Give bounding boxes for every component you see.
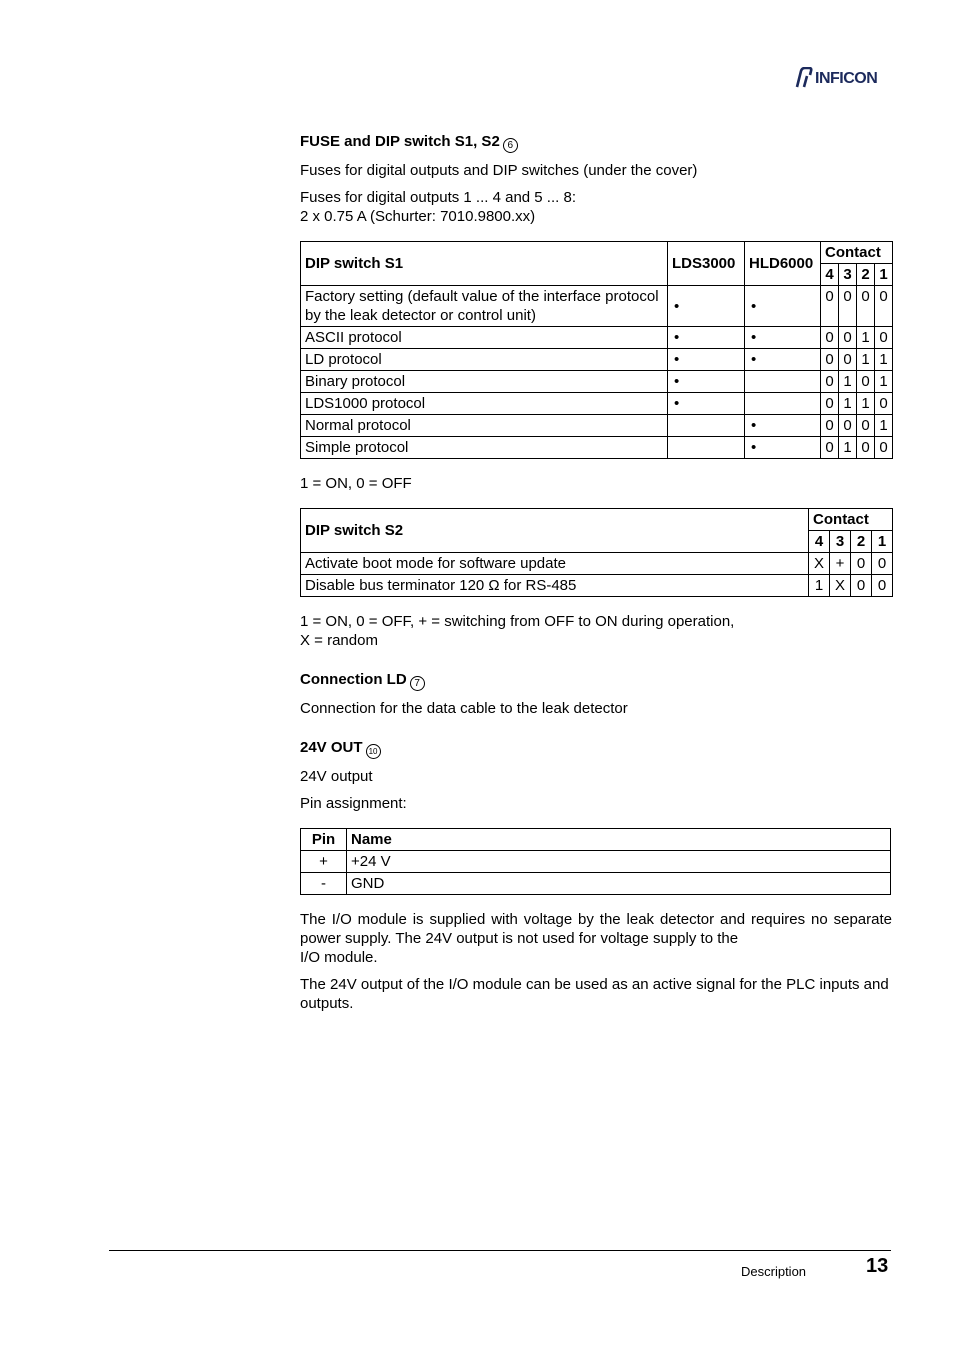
s1-contact-1: 1: [875, 264, 893, 286]
connection-ld-heading-text: Connection LD: [300, 671, 407, 688]
table-row: [301, 851, 891, 873]
s1-contact-value: 0: [875, 327, 893, 349]
out24-heading-text: 24V OUT: [300, 739, 363, 756]
table-row: [301, 327, 893, 349]
callout-marker: 7: [410, 676, 425, 691]
s2-row-label: Disable bus terminator 120 Ω for RS-485: [301, 575, 809, 597]
connection-ld-text: Connection for the data cable to the leak detector: [300, 700, 628, 717]
out24-heading: [300, 738, 892, 759]
s1-contact-value: 1: [875, 371, 893, 393]
s2-row-label: Activate boot mode for software update: [301, 553, 809, 575]
table-row: [301, 415, 893, 437]
s1-lds3000-mark: •: [668, 371, 745, 393]
s1-contact-2: 2: [857, 264, 875, 286]
s1-lds3000-mark: [668, 415, 745, 437]
inficon-logo: [795, 66, 877, 90]
s1-contact-value: 0: [821, 349, 839, 371]
s1-contact-value: 0: [821, 393, 839, 415]
table-row: [301, 286, 893, 327]
s1-lds3000-mark: •: [668, 286, 745, 327]
s1-contact-value: 1: [839, 371, 857, 393]
table-row: [301, 393, 893, 415]
logo-wordmark: INFICON: [815, 69, 878, 87]
pin-cell: -: [301, 873, 347, 895]
fuse-spec-line2: 2 x 0.75 A (Schurter: 7010.9800.xx): [300, 208, 536, 225]
s2-contact-value: X: [809, 553, 830, 575]
s2-contact-4: 4: [809, 531, 830, 553]
s1-contact-value: 0: [875, 393, 893, 415]
s1-lds3000-mark: •: [668, 349, 745, 371]
s1-contact-value: 0: [839, 327, 857, 349]
s1-contact-value: 0: [821, 371, 839, 393]
s1-contact-value: 1: [875, 349, 893, 371]
power-supply-paragraph-line2: I/O module.: [300, 949, 378, 966]
s1-contact-value: 0: [857, 286, 875, 327]
table-row: [301, 575, 893, 597]
plc-signal-paragraph: The 24V output of the I/O module can be used as an active signal for the PLC inputs and outputs.: [300, 976, 889, 1012]
page-content: [300, 132, 892, 1021]
dip-switch-s1-table: [300, 241, 893, 459]
s1-row-label: Normal protocol: [301, 415, 668, 437]
s1-contact-value: 0: [839, 415, 857, 437]
s1-contact-value: 0: [821, 415, 839, 437]
s1-contact-value: 0: [875, 286, 893, 327]
footer-section-label: Description: [741, 1264, 807, 1279]
s1-row-label: ASCII protocol: [301, 327, 668, 349]
pin-name-cell: +24 V: [347, 851, 891, 873]
s1-contact-value: 0: [839, 286, 857, 327]
s1-contact-value: 1: [839, 393, 857, 415]
pin-cell: +: [301, 851, 347, 873]
pin-name-cell: GND: [347, 873, 891, 895]
s2-contact-value: 0: [851, 553, 872, 575]
s1-row-label: LD protocol: [301, 349, 668, 371]
s1-contact-value: 0: [821, 437, 839, 459]
page-number: 13: [866, 1255, 889, 1277]
s2-contact-header: Contact: [809, 509, 893, 531]
fuse-intro: Fuses for digital outputs and DIP switches (under the cover): [300, 162, 698, 179]
s2-contact-value: 1: [809, 575, 830, 597]
dip-switch-s2-table: [300, 508, 893, 597]
s2-contact-value: 0: [871, 575, 892, 597]
table-row: [301, 553, 893, 575]
s1-row-label: Simple protocol: [301, 437, 668, 459]
s1-contact-value: 0: [821, 286, 839, 327]
s1-row-label: LDS1000 protocol: [301, 393, 668, 415]
pin-assignment-intro: Pin assignment:: [300, 795, 407, 812]
s1-row-label: Factory setting (default value of the interface protocol by the leak detector or control unit): [301, 286, 668, 327]
s1-contact-4: 4: [821, 264, 839, 286]
power-supply-paragraph-line1: The I/O module is supplied with voltage by the leak detector and requires no separate power supply. The 24V output is not used for voltage supply to the: [300, 911, 892, 947]
connection-ld-heading: [300, 670, 892, 691]
s1-lds3000-mark: [668, 437, 745, 459]
s1-contact-value: 1: [857, 327, 875, 349]
s1-hld6000-mark: •: [745, 327, 821, 349]
s1-contact-value: 1: [857, 349, 875, 371]
s2-contact-3: 3: [830, 531, 851, 553]
table-row: [301, 873, 891, 895]
s1-hld6000-mark: •: [745, 437, 821, 459]
inficon-logo-icon: [795, 67, 813, 89]
s2-contact-value: X: [830, 575, 851, 597]
s1-lds3000-mark: •: [668, 327, 745, 349]
pin-column-header: Pin: [301, 829, 347, 851]
out24-text: 24V output: [300, 768, 373, 785]
fuse-heading: [300, 132, 892, 153]
s1-legend: 1 = ON, 0 = OFF: [300, 475, 412, 492]
s2-legend-line1: 1 = ON, 0 = OFF, + = switching from OFF to ON during operation,: [300, 613, 735, 630]
s1-lds3000-mark: •: [668, 393, 745, 415]
s1-title-header: DIP switch S1: [301, 242, 668, 286]
s1-contact-value: 0: [875, 437, 893, 459]
s2-legend: [300, 612, 892, 650]
table-row: [301, 371, 893, 393]
fuse-spec: [300, 188, 892, 226]
fuse-heading-text: FUSE and DIP switch S1, S2: [300, 133, 500, 150]
table-row: [301, 349, 893, 371]
s2-title-header: DIP switch S2: [301, 509, 809, 553]
s2-contact-2: 2: [851, 531, 872, 553]
callout-marker: 10: [366, 744, 381, 759]
s1-hld6000-header: HLD6000: [745, 242, 821, 286]
s1-contact-3: 3: [839, 264, 857, 286]
s2-contact-value: 0: [871, 553, 892, 575]
table-row: [301, 437, 893, 459]
s2-contact-1: 1: [871, 531, 892, 553]
s1-hld6000-mark: [745, 393, 821, 415]
callout-marker: 6: [503, 138, 518, 153]
s1-hld6000-mark: [745, 371, 821, 393]
s2-contact-value: 0: [851, 575, 872, 597]
s1-contact-header: Contact: [821, 242, 893, 264]
s1-contact-value: 1: [857, 393, 875, 415]
footer-divider: [109, 1250, 891, 1251]
pin-assignment-table: [300, 828, 891, 895]
s1-contact-value: 0: [857, 415, 875, 437]
fuse-spec-line1: Fuses for digital outputs 1 ... 4 and 5 ... 8:: [300, 189, 576, 206]
s1-hld6000-mark: •: [745, 415, 821, 437]
s1-contact-value: 0: [821, 327, 839, 349]
s1-lds3000-header: LDS3000: [668, 242, 745, 286]
s1-contact-value: 0: [857, 371, 875, 393]
s2-legend-line2: X = random: [300, 632, 378, 649]
name-column-header: Name: [347, 829, 891, 851]
s1-contact-value: 1: [875, 415, 893, 437]
power-supply-paragraph: [300, 910, 892, 967]
s1-hld6000-mark: •: [745, 286, 821, 327]
s1-hld6000-mark: •: [745, 349, 821, 371]
s1-contact-value: 1: [839, 437, 857, 459]
s1-contact-value: 0: [857, 437, 875, 459]
s1-contact-value: 0: [839, 349, 857, 371]
s2-contact-value: +: [830, 553, 851, 575]
s1-row-label: Binary protocol: [301, 371, 668, 393]
